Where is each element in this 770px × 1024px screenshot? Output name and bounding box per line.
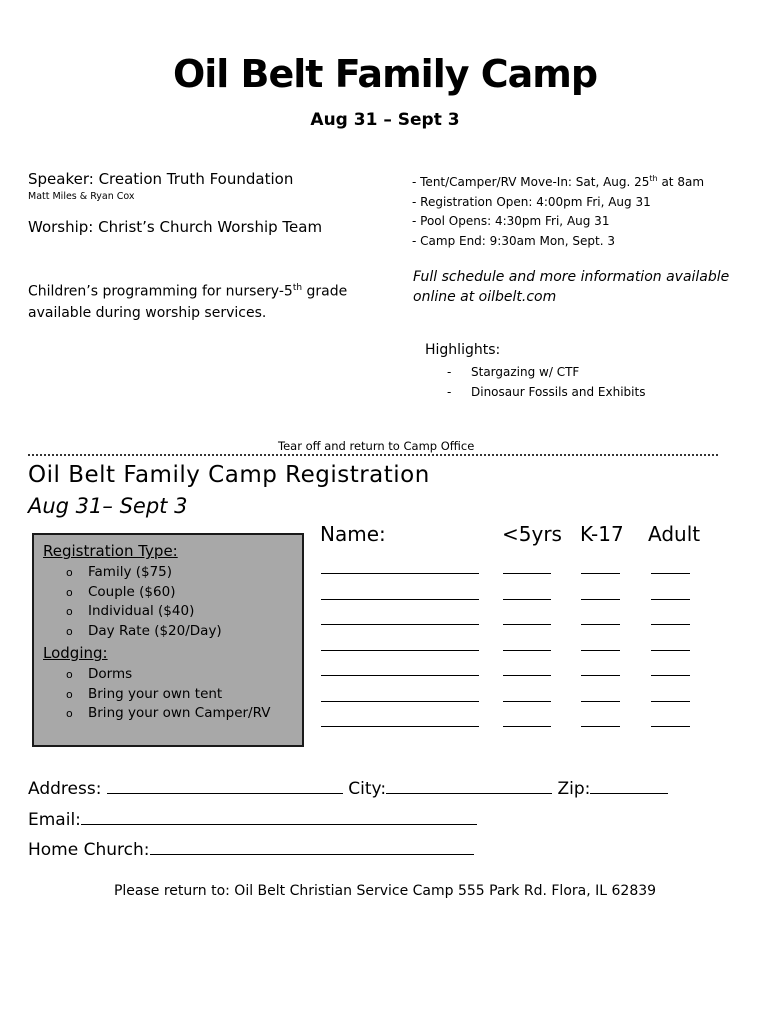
zip-label: Zip: [557, 779, 591, 799]
highlight-item [447, 382, 645, 402]
speaker-names: Matt Miles & Ryan Cox [28, 191, 135, 202]
option-label: Day Rate ($20/Day) [88, 622, 222, 639]
list-item [66, 602, 222, 622]
page-title: Oil Belt Family Camp [172, 52, 598, 96]
full-schedule-note: Full schedule and more information available online at oilbelt.com [413, 269, 730, 305]
list-item [66, 685, 270, 705]
schedule-item1-sup: th [649, 174, 658, 183]
children-line1-a: Children’s programming for nursery-5 [28, 283, 293, 300]
registration-type-list [66, 563, 222, 641]
lodging-heading: Lodging: [43, 644, 108, 662]
registration-dates: Aug 31– Sept 3 [28, 494, 188, 518]
return-address: Please return to: Oil Belt Christian Service Camp 555 Park Rd. Flora, IL 62839 [113, 883, 657, 899]
city-field[interactable] [386, 779, 552, 794]
name-blank[interactable] [321, 624, 479, 625]
list-item [66, 665, 270, 685]
schedule-item [412, 169, 704, 193]
k17-blank[interactable] [581, 650, 620, 651]
name-blank[interactable] [321, 650, 479, 651]
children-line1-b: grade [302, 283, 348, 300]
bullet: o [66, 687, 73, 701]
k17-blank[interactable] [581, 599, 620, 600]
column-name-header: Name: [320, 522, 386, 546]
home-church-field[interactable] [150, 840, 474, 855]
bullet: o [66, 585, 73, 599]
address-row [28, 779, 668, 799]
adult-blank[interactable] [651, 675, 690, 676]
schedule-list [412, 169, 704, 251]
column-k17-header: K-17 [580, 522, 624, 546]
dash-bullet: - [447, 385, 452, 399]
option-label: Family ($75) [88, 564, 173, 580]
list-item [66, 563, 222, 583]
schedule-item1-b: at 8am [657, 175, 705, 189]
camp-dates: Aug 31 – Sept 3 [310, 110, 460, 130]
address-label: Address: [28, 779, 102, 799]
bullet: o [66, 668, 73, 681]
registration-type-heading: Registration Type: [43, 542, 178, 560]
worship-text: Worship: Christ’s Church Worship Team [28, 218, 323, 236]
highlight-label: Stargazing w/ CTF [471, 365, 580, 379]
k17-blank[interactable] [581, 573, 620, 574]
city-label: City: [348, 779, 387, 799]
list-item [66, 622, 222, 642]
adult-blank[interactable] [651, 650, 690, 651]
name-blank[interactable] [321, 675, 479, 676]
dash-bullet: - [447, 365, 452, 379]
under5-blank[interactable] [503, 599, 551, 600]
schedule-item: - Pool Opens: 4:30pm Fri, Aug 31 [412, 214, 610, 228]
adult-blank[interactable] [651, 573, 690, 574]
under5-blank[interactable] [503, 675, 551, 676]
email-field[interactable] [81, 810, 477, 825]
home-church-label: Home Church: [28, 840, 150, 860]
tear-off-line [28, 454, 718, 456]
option-label: Individual ($40) [88, 603, 195, 619]
under5-blank[interactable] [503, 701, 551, 702]
schedule-item: - Registration Open: 4:00pm Fri, Aug 31 [412, 194, 651, 209]
k17-blank[interactable] [581, 701, 620, 702]
k17-blank[interactable] [581, 675, 620, 676]
bullet: o [66, 624, 73, 638]
name-blank[interactable] [321, 599, 479, 600]
under5-blank[interactable] [503, 726, 551, 727]
under5-blank[interactable] [503, 624, 551, 625]
option-label: Bring your own Camper/RV [88, 705, 271, 721]
list-item [66, 583, 222, 603]
adult-blank[interactable] [651, 599, 690, 600]
bullet: o [66, 566, 73, 579]
email-row [28, 810, 477, 830]
registration-title: Oil Belt Family Camp Registration [28, 462, 430, 488]
list-item [66, 704, 270, 724]
bullet: o [66, 605, 73, 618]
adult-blank[interactable] [651, 726, 690, 727]
option-label: Dorms [88, 666, 133, 682]
column-adult-header: Adult [648, 522, 701, 546]
k17-blank[interactable] [581, 624, 620, 625]
name-blank[interactable] [321, 701, 479, 702]
option-label: Couple ($60) [88, 583, 176, 600]
option-label: Bring your own tent [88, 685, 223, 702]
column-under5-header: <5yrs [502, 522, 562, 546]
highlights-list [447, 362, 645, 402]
k17-blank[interactable] [581, 726, 620, 727]
lodging-list [66, 665, 270, 724]
church-row [28, 840, 474, 860]
children-line2: available during worship services. [28, 304, 267, 321]
children-sup: th [292, 283, 303, 293]
speaker-text: Speaker: Creation Truth Foundation [28, 170, 294, 188]
adult-blank[interactable] [651, 701, 690, 702]
schedule-item: - Camp End: 9:30am Mon, Sept. 3 [412, 233, 615, 248]
childrens-programming [28, 278, 388, 324]
name-blank[interactable] [321, 726, 479, 727]
schedule-item1-a: - Tent/Camper/RV Move-In: Sat, Aug. 25 [412, 175, 650, 189]
zip-field[interactable] [590, 779, 668, 794]
email-label: Email: [28, 810, 81, 830]
name-blank[interactable] [321, 573, 479, 574]
highlight-label: Dinosaur Fossils and Exhibits [471, 385, 646, 399]
address-field[interactable] [107, 779, 343, 794]
bullet: o [66, 707, 73, 720]
highlights-heading: Highlights: [425, 342, 501, 358]
adult-blank[interactable] [651, 624, 690, 625]
highlight-item [447, 362, 645, 382]
under5-blank[interactable] [503, 573, 551, 574]
under5-blank[interactable] [503, 650, 551, 651]
tear-off-text: Tear off and return to Camp Office [278, 439, 475, 453]
